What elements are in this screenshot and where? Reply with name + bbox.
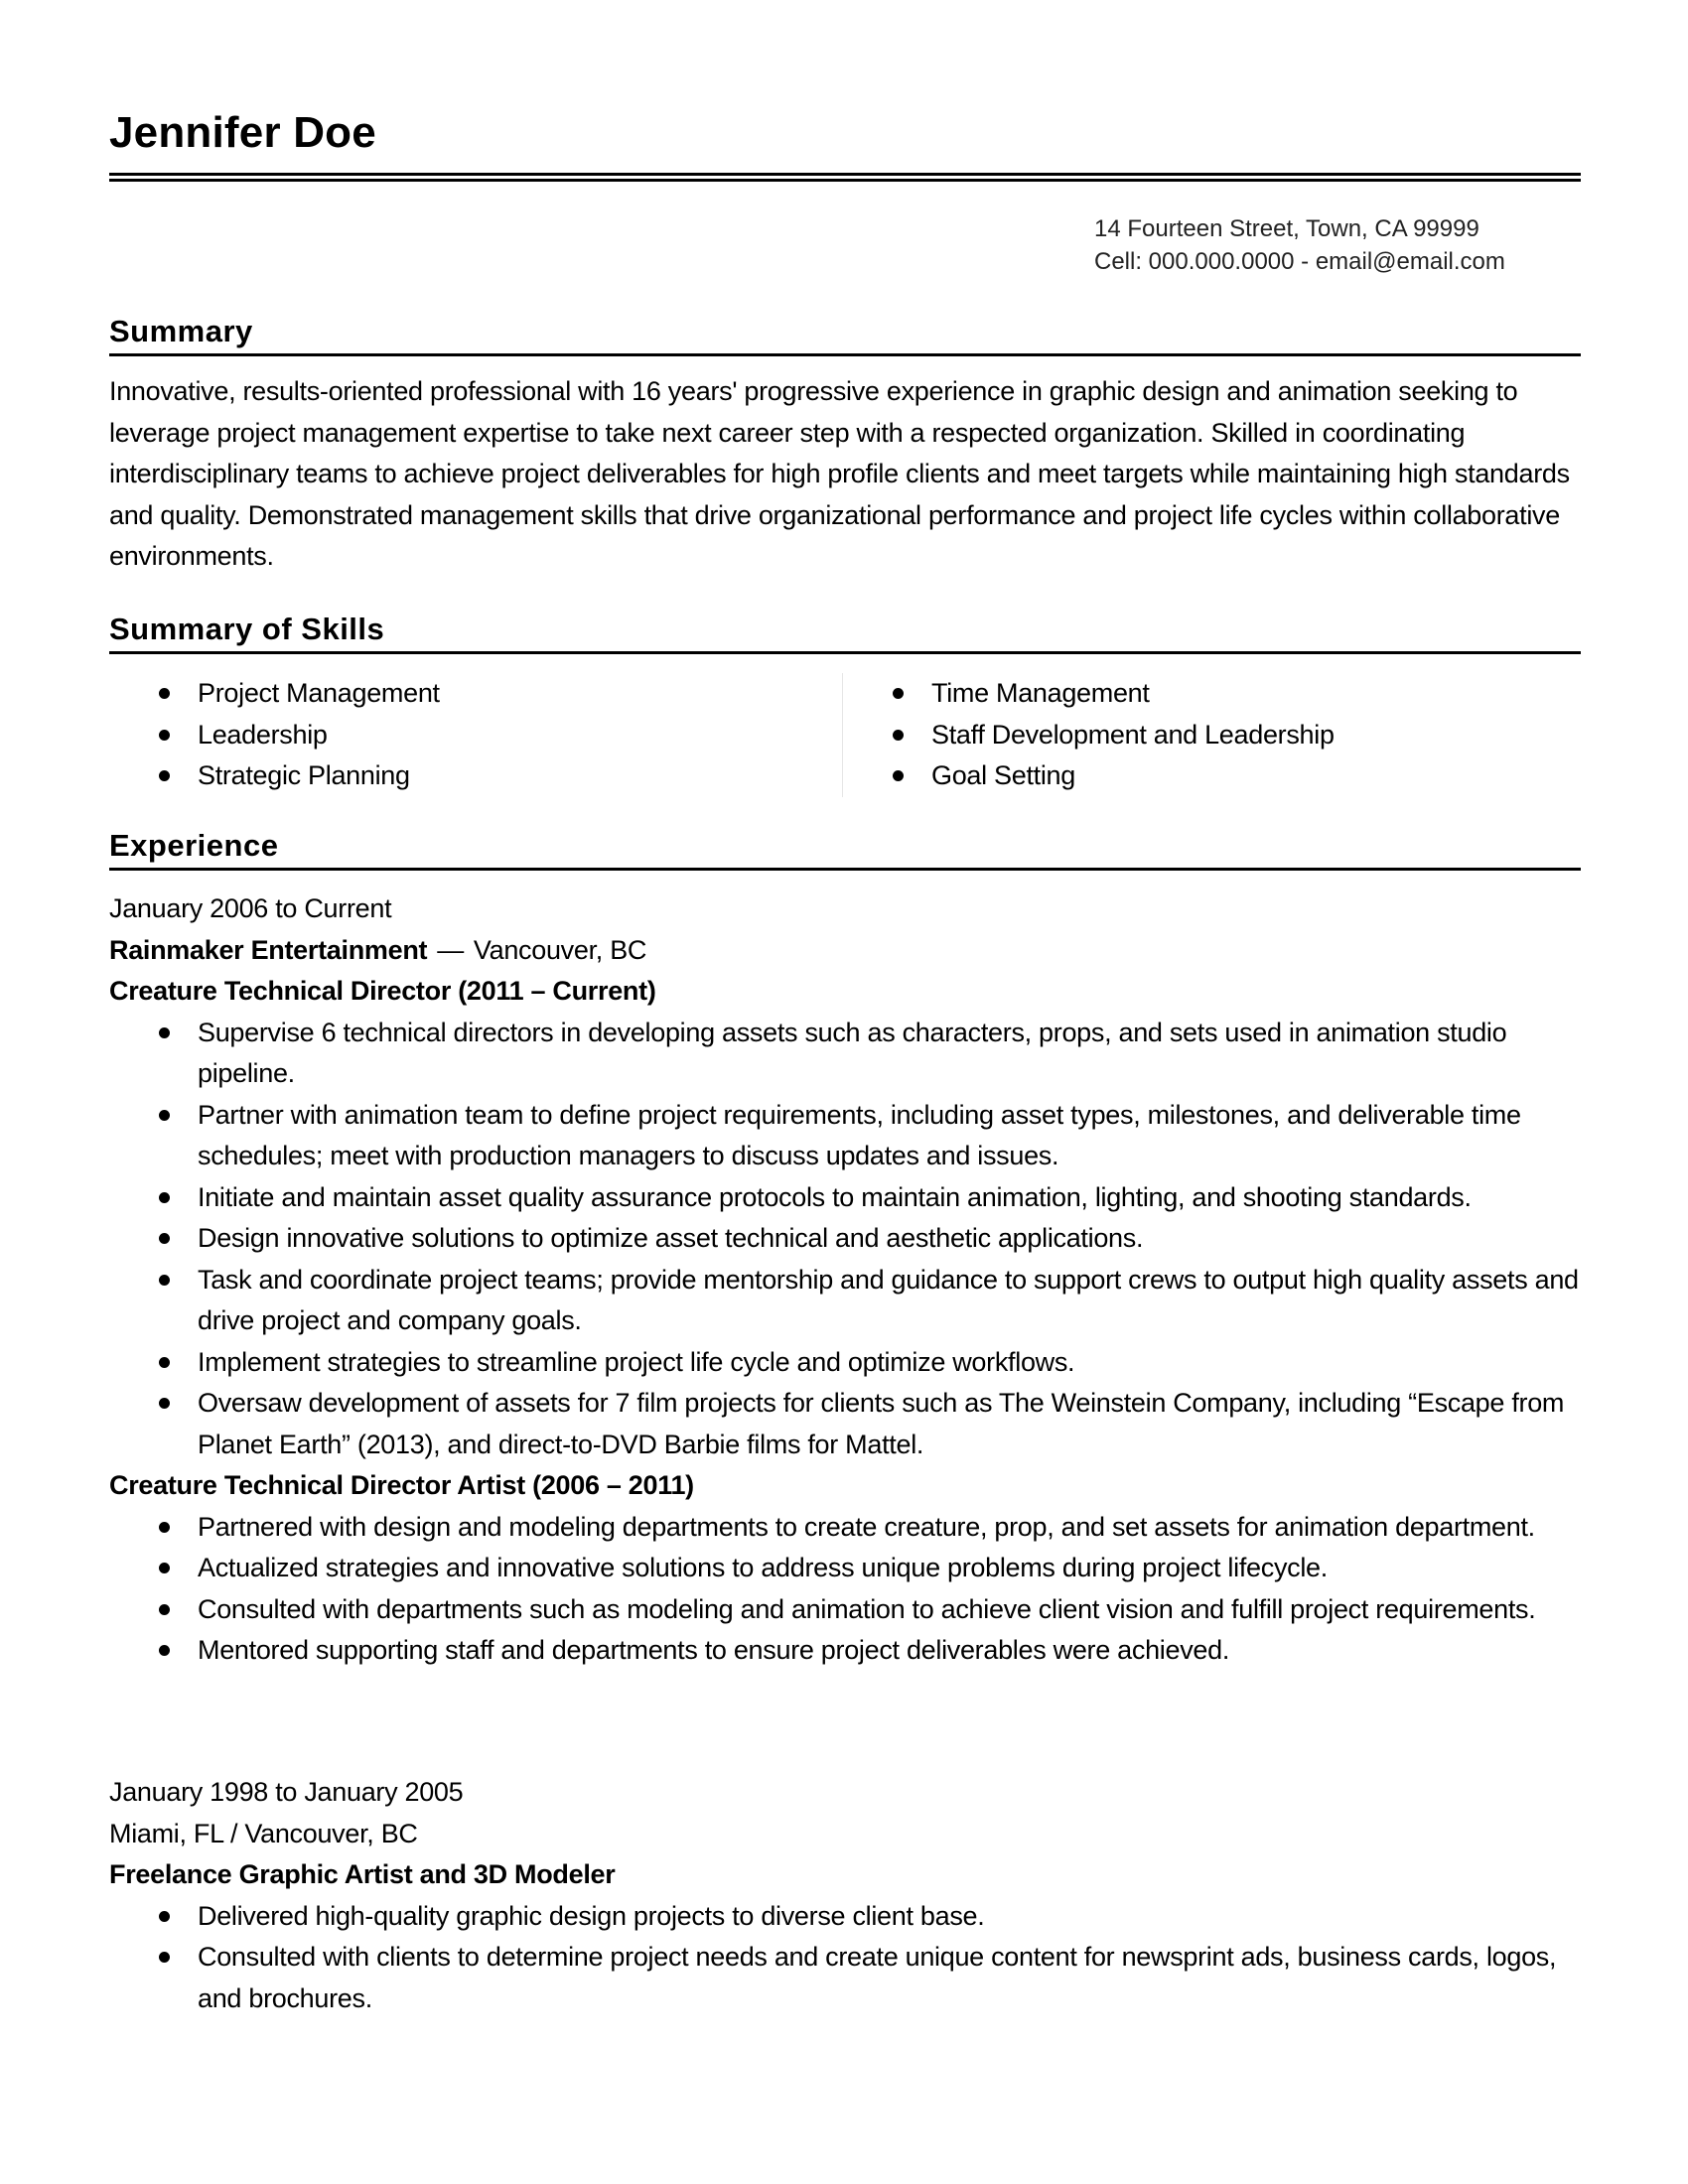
address-line: 14 Fourteen Street, Town, CA 99999 bbox=[1094, 215, 1479, 242]
bullet-item: Initiate and maintain asset quality assurance protocols to maintain animation, lighting, and shooting standards. bbox=[109, 1177, 1599, 1219]
bullet-item: Implement strategies to streamline project life cycle and optimize workflows. bbox=[109, 1342, 1599, 1384]
job-entry bbox=[109, 1772, 1599, 2019]
summary-text: Innovative, results-oriented professional with 16 years' progressive experience in graphic design and animation seeking to leverage project management expertise to take next career step with a respected organization. Skilled in coordinating interdisciplinary teams to achieve project deliverables for high profile clients and meet targets while maintaining high standards and quality. Demonstrated management skills that drive organizational performance and project life cycles within collaborative environments. bbox=[109, 376, 1570, 571]
skill-item: Leadership bbox=[109, 715, 844, 756]
skill-item: Strategic Planning bbox=[109, 755, 844, 797]
experience-heading: Experience bbox=[109, 830, 1581, 871]
role-bullets bbox=[109, 1507, 1599, 1672]
bullet-item: Delivered high-quality graphic design projects to diverse client base. bbox=[109, 1896, 1599, 1938]
role-title: Creature Technical Director Artist (2006 – 2011) bbox=[109, 1470, 694, 1500]
skills-column-right bbox=[842, 673, 1582, 797]
bullet-item: Oversaw development of assets for 7 film projects for clients such as The Weinstein Company, including “Escape from Planet Earth” (2013), and direct-to-DVD Barbie films for Mattel. bbox=[109, 1383, 1599, 1465]
contact-block bbox=[1094, 212, 1505, 278]
skills-heading: Summary of Skills bbox=[109, 614, 1581, 654]
role-title: Freelance Graphic Artist and 3D Modeler bbox=[109, 1859, 616, 1889]
bullet-item: Actualized strategies and innovative solutions to address unique problems during project lifecycle. bbox=[109, 1548, 1599, 1589]
bullet-item: Task and coordinate project teams; provide mentorship and guidance to support crews to output high quality assets and drive project and company goals. bbox=[109, 1260, 1599, 1342]
bullet-item: Supervise 6 technical directors in developing assets such as characters, props, and sets used in animation studio pipeline. bbox=[109, 1013, 1599, 1095]
summary-heading: Summary bbox=[109, 316, 1581, 356]
skill-item: Project Management bbox=[109, 673, 844, 715]
skills-column-left bbox=[109, 673, 844, 797]
job-company: Rainmaker Entertainment bbox=[109, 934, 428, 965]
bullet-item: Partnered with design and modeling departments to create creature, prop, and set assets for animation department. bbox=[109, 1507, 1599, 1549]
bullet-item: Design innovative solutions to optimize asset technical and aesthetic applications. bbox=[109, 1218, 1599, 1260]
candidate-name: Jennifer Doe bbox=[109, 108, 376, 157]
role-bullets bbox=[109, 1896, 1599, 2020]
skill-item: Goal Setting bbox=[843, 755, 1582, 797]
job-employer-line bbox=[109, 930, 1599, 972]
bullet-item: Mentored supporting staff and departments to ensure project deliverables were achieved. bbox=[109, 1630, 1599, 1672]
role-bullets bbox=[109, 1013, 1599, 1466]
employer-separator: — bbox=[437, 934, 464, 965]
job-entry bbox=[109, 888, 1599, 1672]
job-location: Miami, FL / Vancouver, BC bbox=[109, 1818, 418, 1848]
role-title: Creature Technical Director (2011 – Current) bbox=[109, 976, 656, 1006]
job-location: Vancouver, BC bbox=[473, 934, 647, 965]
skill-item: Staff Development and Leadership bbox=[843, 715, 1582, 756]
skills-list bbox=[109, 673, 1581, 792]
skill-item: Time Management bbox=[843, 673, 1582, 715]
bullet-item: Consulted with departments such as modeling and animation to achieve client vision and fulfill project requirements. bbox=[109, 1589, 1599, 1631]
header-double-rule bbox=[109, 173, 1581, 182]
job-dates: January 1998 to January 2005 bbox=[109, 1777, 464, 1807]
cell-email-line: Cell: 000.000.0000 - email@email.com bbox=[1094, 248, 1505, 275]
bullet-item: Consulted with clients to determine project needs and create unique content for newsprint ads, business cards, logos, and brochures. bbox=[109, 1937, 1599, 2019]
bullet-item: Partner with animation team to define project requirements, including asset types, milestones, and deliverable time schedules; meet with production managers to discuss updates and issues. bbox=[109, 1095, 1599, 1177]
job-dates: January 2006 to Current bbox=[109, 893, 392, 923]
